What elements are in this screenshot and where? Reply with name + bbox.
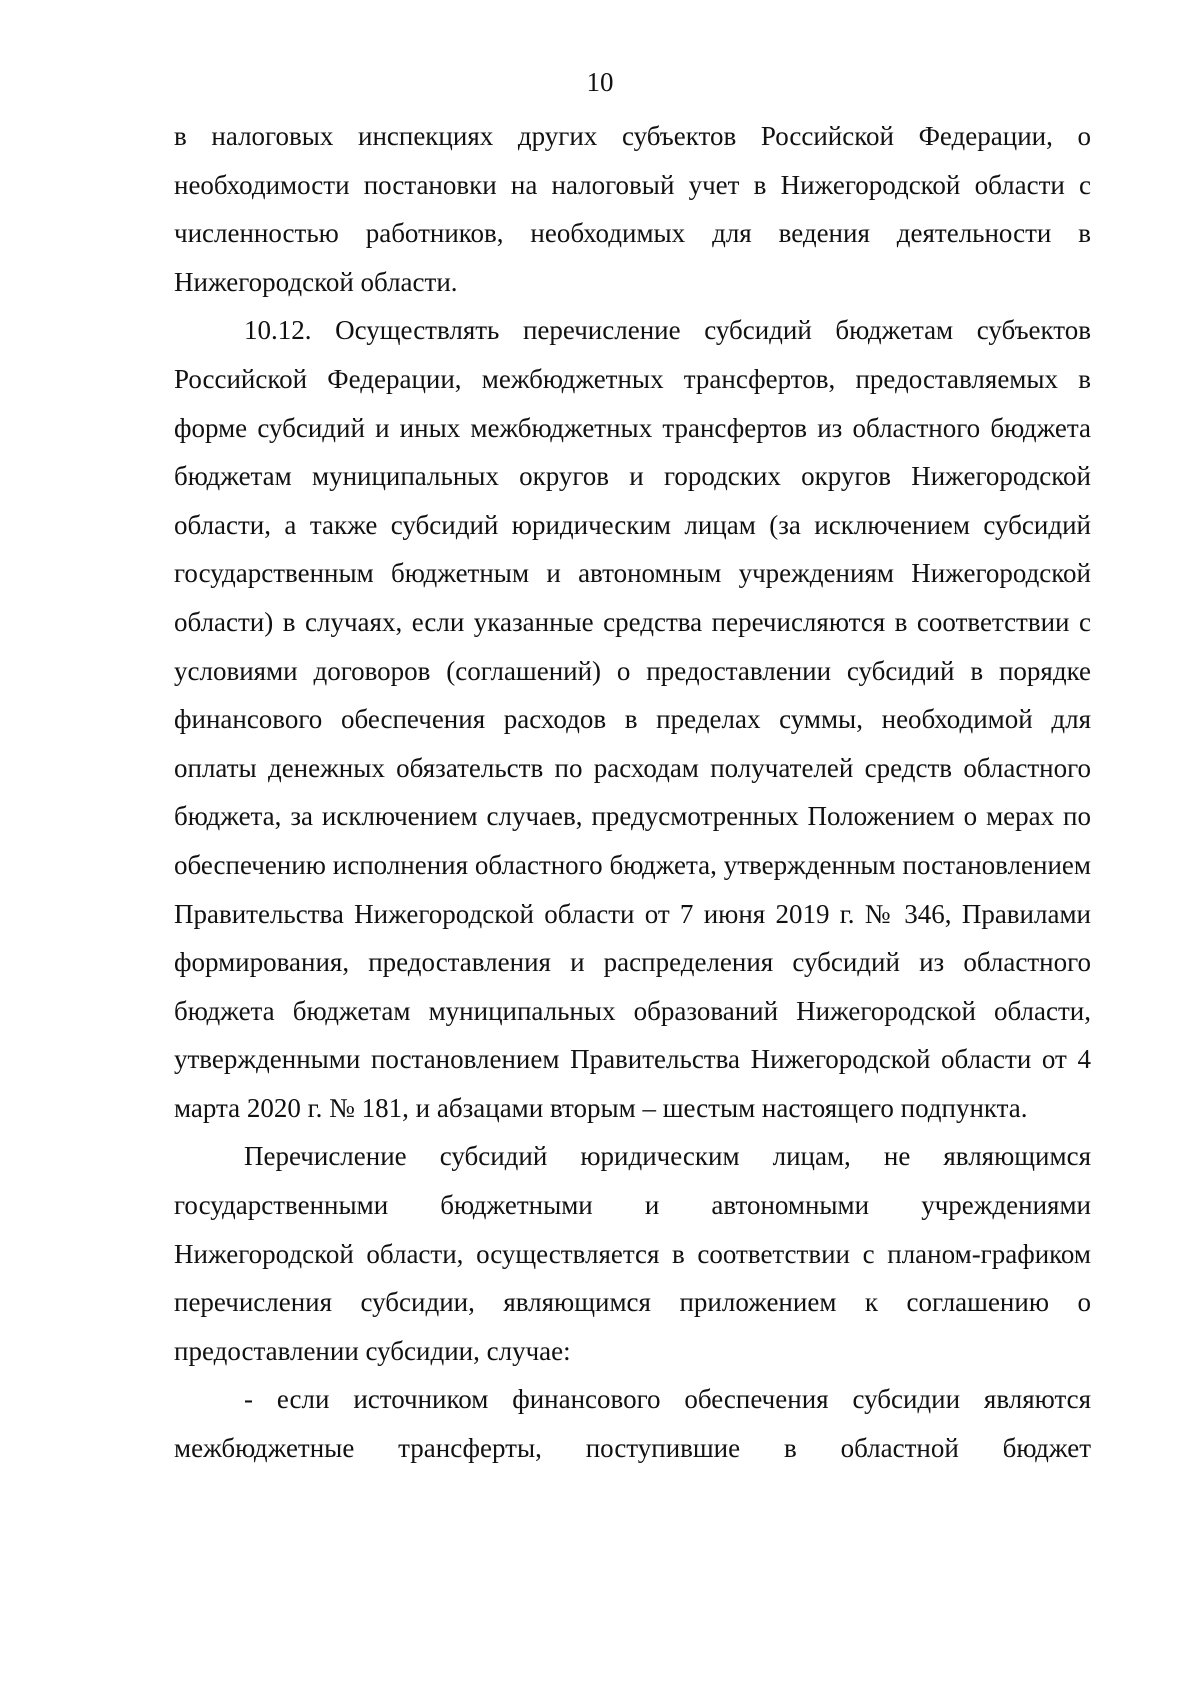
paragraph-subsidy-schedule: Перечисление субсидий юридическим лицам, не являющимся государственными бюджетными и автономными учреждениями Нижегородской области, осуществляется в соответствии с планом-графиком перечисления субсидии, являющимся приложением к соглашению о предоставлении субсидии, случае:	[174, 1141, 1091, 1366]
paragraph-10-12-subsidy-transfer: 10.12. Осуществлять перечисление субсидий бюджетам субъектов Российской Федерации, межбюджетных трансфертов, предоставляемых в форме субсидий и иных межбюджетных трансфертов из областного бюджета бюджетам муниципальных округов и городских округов Нижегородской области, а также субсидий юридическим лицам (за исключением субсидий государственным бюджетным и автономным учреждениям Нижегородской области) в случаях, если указанные средства перечисляются в соответствии с условиями договоров (соглашений) о предоставлении субсидий в порядке финансового обеспечения расходов в пределах суммы, необходимой для оплаты денежных обязательств по расходам получателей средств областного бюджета, за исключением случаев, предусмотренных Положением о мерах по обеспечению исполнения областного бюджета, утвержденным постановлением Правительства Нижегородской области от 7 июня 2019 г. № 346, Правилами формирования, предоставления и распределения субсидий из областного бюджета бюджетам муниципальных образований Нижегородской области, утвержденными постановлением Правительства Нижегородской области от 4 марта 2020 г. № 181, и абзацами вторым – шестым настоящего подпункта.	[174, 315, 1091, 1123]
document-body	[174, 112, 1091, 1473]
paragraph-tax-registration: в налоговых инспекциях других субъектов Российской Федерации, о необходимости постановки на налоговый учет в Нижегородской области с численностью работников, необходимых для ведения деятельности в Нижегородской области.	[174, 121, 1091, 297]
paragraph-subsidy-source-item: - если источником финансового обеспечения субсидии являются межбюджетные трансферты, поступившие в областной бюджет	[174, 1384, 1091, 1464]
page-number: 10	[586, 67, 614, 97]
